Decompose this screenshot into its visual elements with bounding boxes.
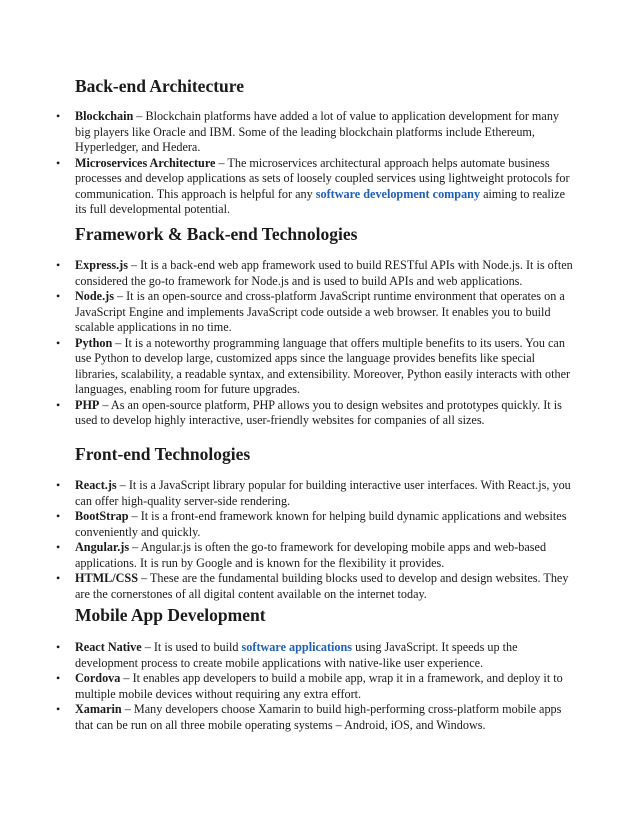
item-term: Node.js xyxy=(75,289,114,303)
item-term: Express.js xyxy=(75,258,128,272)
list-item xyxy=(56,336,576,398)
software-development-company-link[interactable]: software development company xyxy=(315,186,481,201)
section-frontend-technologies xyxy=(56,443,576,602)
item-term: React.js xyxy=(75,478,117,492)
list-item xyxy=(56,571,576,602)
list-item xyxy=(56,258,576,289)
list-item xyxy=(56,509,576,540)
item-text: – Angular.js is often the go-to framework for developing mobile apps and web-based applications. It is run by Google and is known for the flexibility it provides. xyxy=(75,540,547,570)
item-term: React Native xyxy=(75,640,142,654)
item-text: – It is a front-end framework known for helping build dynamic applications and websites conveniently and quickly. xyxy=(75,509,567,539)
item-text: – It is an open-source and cross-platform JavaScript runtime environment that operates on a JavaScript Engine and implements JavaScript code outside a web browser. It enables you to build scalable applications in no time. xyxy=(75,289,565,334)
list-item xyxy=(56,289,576,336)
bullet-icon: • xyxy=(56,155,61,170)
item-text-after: using JavaScript. It speeds up the development process to create mobile applications with native-like user experience. xyxy=(75,640,518,670)
item-text: – It is a JavaScript library popular for building interactive user interfaces. With React.js, you can offer high-quality server-side rendering. xyxy=(75,478,571,508)
list-item xyxy=(56,109,576,156)
list-item xyxy=(56,398,576,429)
item-text: – These are the fundamental building blocks used to develop and design websites. They are the cornerstones of all digital content available on the internet today. xyxy=(75,571,569,601)
bullet-icon: • xyxy=(56,258,61,272)
list-item xyxy=(56,640,576,671)
item-term: HTML/CSS xyxy=(75,571,138,585)
software-applications-link[interactable]: software applications xyxy=(241,640,353,654)
section-heading: Mobile App Development xyxy=(75,605,266,625)
item-term: Angular.js xyxy=(75,540,130,554)
section-heading: Front-end Technologies xyxy=(75,444,251,464)
list-item xyxy=(56,540,576,571)
bullet-list xyxy=(56,640,576,733)
item-term: PHP xyxy=(75,397,100,412)
bullet-icon: • xyxy=(56,640,61,654)
item-term: Xamarin xyxy=(75,702,122,716)
bullet-list xyxy=(56,109,576,218)
bullet-icon: • xyxy=(56,109,61,123)
bullet-icon: • xyxy=(56,702,61,716)
bullet-icon: • xyxy=(56,509,61,523)
list-item xyxy=(56,478,576,509)
section-backend-architecture xyxy=(56,75,576,218)
item-text: – Blockchain platforms have added a lot of value to application development for many big players like Oracle and IBM. Some of the leading blockchain platforms include Ethereum, Hyperledger, and Hedera. xyxy=(75,109,560,154)
item-term: BootStrap xyxy=(75,509,129,523)
bullet-icon: • xyxy=(56,289,61,303)
list-item xyxy=(56,702,576,733)
bullet-icon: • xyxy=(56,540,61,554)
bullet-icon: • xyxy=(56,478,61,492)
section-mobile-app-development xyxy=(56,604,576,733)
item-term: Microservices Architecture xyxy=(75,155,216,170)
item-text: – It is a back-end web app framework used to build RESTful APIs with Node.js. It is often considered the go-to framework for Node.js and is used to build APIs and web applications. xyxy=(75,258,573,288)
section-heading: Framework & Back-end Technologies xyxy=(75,224,358,244)
bullet-icon: • xyxy=(56,671,61,685)
item-text-after: aiming to realize its full developmental potential. xyxy=(75,186,566,216)
item-term: Blockchain xyxy=(75,109,134,123)
item-term: Python xyxy=(75,335,113,350)
item-text: – It enables app developers to build a mobile app, wrap it in a framework, and deploy it to multiple mobile devices without requiring any extra effort. xyxy=(75,671,563,701)
item-text: – As an open-source platform, PHP allows you to design websites and prototypes quickly. It is used to develop highly interactive, user-friendly websites for companies of all sizes. xyxy=(75,397,562,427)
list-item xyxy=(56,671,576,702)
item-text: – The microservices architectural approach helps automate business processes and develop applications as sets of loosely coupled services using lightweight protocols for communication. This approach is helpful for any xyxy=(75,155,570,201)
bullet-icon: • xyxy=(56,335,61,350)
bullet-list xyxy=(56,478,576,602)
item-text: – Many developers choose Xamarin to build high-performing cross-platform mobile apps that can be run on all three mobile operating systems – Android, iOS, and Windows. xyxy=(75,702,562,732)
bullet-list xyxy=(56,258,576,429)
section-heading: Back-end Architecture xyxy=(75,76,244,96)
item-term: Cordova xyxy=(75,671,121,685)
list-item xyxy=(56,156,576,218)
item-text: – It is used to build xyxy=(141,640,242,654)
section-framework-backend xyxy=(56,223,576,429)
bullet-icon: • xyxy=(56,571,61,585)
bullet-icon: • xyxy=(56,397,61,412)
item-text: – It is a noteworthy programming language that offers multiple benefits to its users. You can use Python to develop large, customized apps since the language provides benefits like special libraries, scalability, a readable syntax, and extensibility. Moreover, Python easily interacts with other languages, enabling room for future upgrades. xyxy=(75,335,571,396)
